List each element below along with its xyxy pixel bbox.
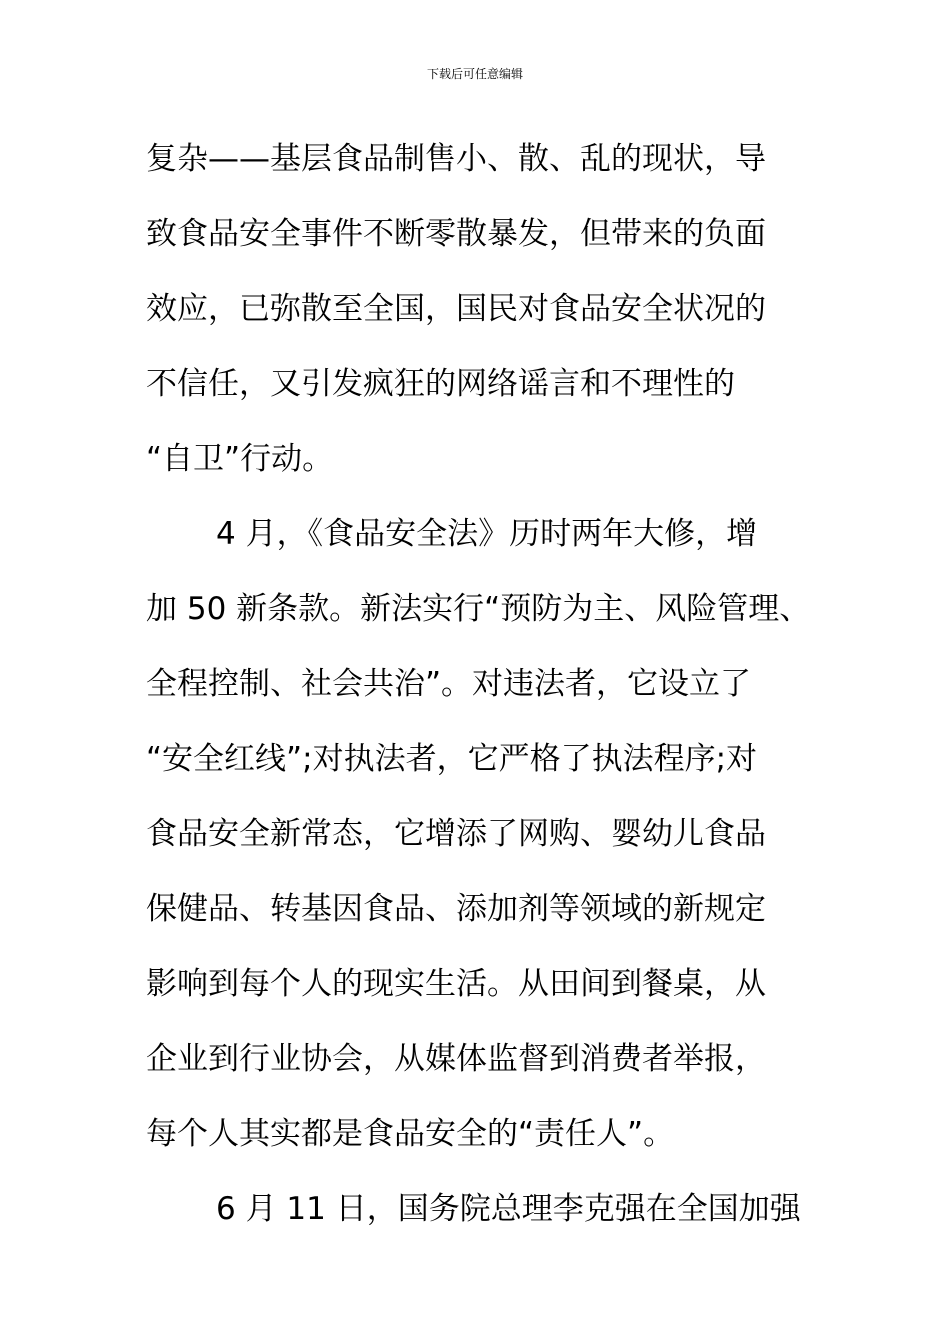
text-line: 致食品安全事件不断零散暴发，但带来的负面 <box>146 216 766 252</box>
text-line: “安全红线”;对执法者，它严格了执法程序;对 <box>146 741 758 777</box>
text-line: 食品安全新常态，它增添了网购、婴幼儿食品 <box>146 816 766 852</box>
text-line: 每个人其实都是食品安全的“责任人”。 <box>146 1116 675 1152</box>
paragraph-first-line: 6 月 11 日，国务院总理李克强在全国加强 <box>216 1191 801 1227</box>
text-line: 效应，已弥散至全国，国民对食品安全状况的 <box>146 291 766 327</box>
text-line: 复杂——基层食品制售小、散、乱的现状，导 <box>146 141 766 177</box>
document-body <box>146 122 836 1247</box>
text-line: “自卫”行动。 <box>146 441 334 477</box>
text-line: 企业到行业协会，从媒体监督到消费者举报， <box>146 1041 766 1077</box>
text-line: 全程控制、社会共治”。对违法者，它设立了 <box>146 666 752 702</box>
paragraph-first-line: 4 月，《食品安全法》历时两年大修，增 <box>216 516 758 552</box>
text-line: 影响到每个人的现实生活。从田间到餐桌，从 <box>146 966 766 1002</box>
text-line: 加 50 新条款。新法实行“预防为主、风险管理、 <box>146 591 811 627</box>
text-line: 保健品、转基因食品、添加剂等领域的新规定 <box>146 891 766 927</box>
page-header-note: 下载后可任意编辑 <box>426 67 523 81</box>
text-line: 不信任，又引发疯狂的网络谣言和不理性的 <box>146 366 735 402</box>
